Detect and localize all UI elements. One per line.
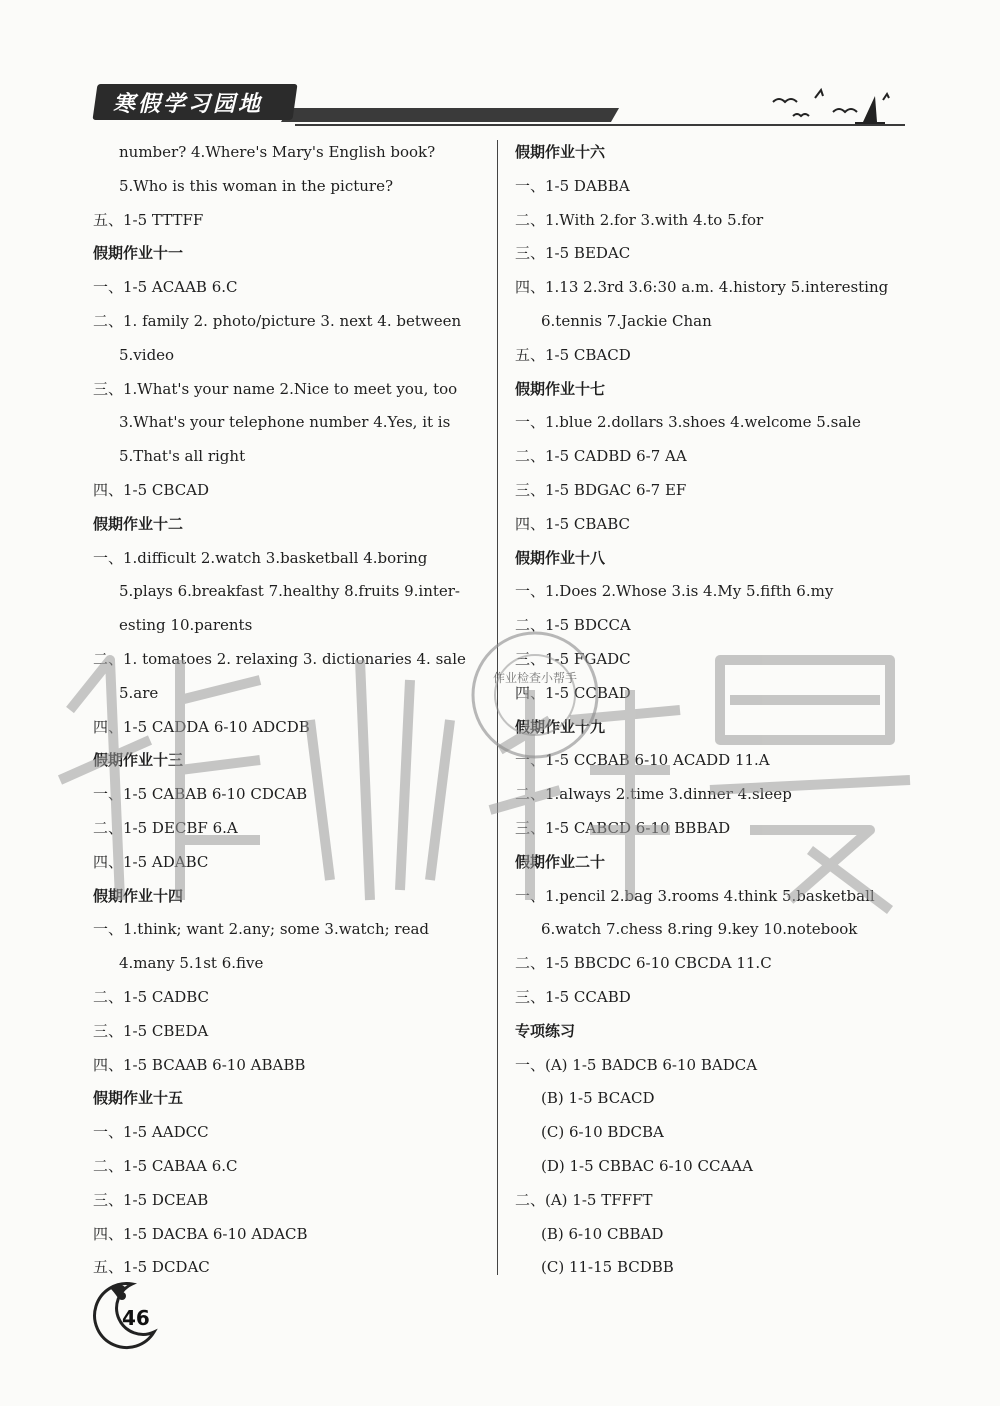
answer-line: 一、1-5 CCBAB 6-10 ACADD 11.A (515, 751, 770, 770)
left-answer-column (93, 136, 493, 1285)
answer-line: 5.plays 6.breakfast 7.healthy 8.fruits 9.inter- (119, 582, 460, 601)
answer-line: 一、1.difficult 2.watch 3.basketball 4.boring (93, 548, 428, 567)
answer-line: 3.What's your telephone number 4.Yes, it is (119, 413, 451, 432)
section-heading: 假期作业十一 (93, 244, 184, 263)
answer-line: 五、1-5 CBACD (515, 345, 631, 364)
answer-line: 二、1-5 BBCDC 6-10 CBCDA 11.C (515, 954, 772, 973)
header-band (281, 108, 619, 122)
section-heading: 专项练习 (515, 1021, 576, 1040)
answer-line: 四、1-5 CADDA 6-10 ADCDB (93, 717, 310, 736)
section-heading: 假期作业十二 (93, 514, 184, 533)
answer-line: 二、1-5 CABAA 6.C (93, 1156, 238, 1175)
column-divider (497, 140, 498, 1275)
answer-line: (C) 6-10 BDCBA (541, 1123, 664, 1142)
answer-line: 四、1-5 BCAAB 6-10 ABABB (93, 1055, 306, 1074)
answer-line: 三、1-5 CCABD (515, 987, 631, 1006)
answer-line: 二、1. family 2. photo/picture 3. next 4. between (93, 311, 462, 330)
birds-sailboat-icon (763, 78, 903, 128)
answer-line: esting 10.parents (119, 616, 253, 635)
section-heading: 假期作业十四 (93, 886, 184, 905)
answer-line: 四、1-5 CCBAD (515, 683, 631, 702)
section-heading: 假期作业二十 (515, 852, 606, 871)
section-heading: 假期作业十六 (515, 143, 606, 161)
answer-line: (C) 11-15 BCDBB (541, 1258, 674, 1277)
section-heading: 假期作业十九 (515, 717, 606, 736)
section-heading: 假期作业十五 (93, 1089, 184, 1108)
answer-line: 三、1-5 FGADC (515, 649, 631, 668)
answer-line: 二、1.With 2.for 3.with 4.to 5.for (515, 210, 764, 229)
page-number: 46 (122, 1306, 150, 1330)
answer-line: 二、1-5 CADBD 6-7 AA (515, 447, 687, 466)
answer-line: 四、1-5 DACBA 6-10 ADACB (93, 1224, 308, 1243)
answer-line: number? 4.Where's Mary's English book? (119, 143, 436, 161)
answer-line: 5.video (119, 345, 175, 364)
answer-line: 一、1-5 ACAAB 6.C (93, 278, 238, 297)
section-heading: 假期作业十八 (515, 548, 606, 567)
answer-line: 一、1-5 AADCC (93, 1123, 209, 1142)
answer-line: (B) 1-5 BCACD (541, 1089, 655, 1108)
answer-line: 4.many 5.1st 6.five (119, 954, 264, 973)
answer-line: 二、(A) 1-5 TFFFT (515, 1190, 653, 1209)
answer-line: 二、1-5 CADBC (93, 987, 210, 1006)
answer-line: 一、1.blue 2.dollars 3.shoes 4.welcome 5.sale (515, 413, 861, 432)
answer-line: 6.watch 7.chess 8.ring 9.key 10.notebook (541, 920, 858, 939)
section-heading: 假期作业十三 (93, 751, 184, 770)
answer-line: 四、1-5 CBCAD (93, 480, 210, 499)
answer-line: 三、1.What's your name 2.Nice to meet you, too (93, 379, 458, 398)
answer-line: 二、1-5 BDCCA (515, 616, 631, 635)
answer-line: 二、1. tomatoes 2. relaxing 3. dictionaries 4. sale (93, 649, 466, 668)
answer-line: 二、1-5 DECBF 6.A (93, 818, 238, 837)
answer-line: 三、1-5 DCEAB (93, 1190, 209, 1209)
answer-line: 四、1-5 CBABC (515, 514, 631, 533)
answer-line: 一、1.pencil 2.bag 3.rooms 4.think 5.basketball (515, 886, 875, 905)
answer-line: (D) 1-5 CBBAC 6-10 CCAAA (541, 1156, 753, 1175)
answer-line: 5.are (119, 683, 159, 702)
answer-line: 二、1.always 2.time 3.dinner 4.sleep (515, 785, 792, 804)
answer-line: 一、(A) 1-5 BADCB 6-10 BADCA (515, 1055, 758, 1074)
answer-line: 一、1.Does 2.Whose 3.is 4.My 5.fifth 6.my (515, 582, 834, 601)
answer-line: 四、1.13 2.3rd 3.6:30 a.m. 4.history 5.interesting (515, 278, 889, 297)
answer-line: (B) 6-10 CBBAD (541, 1224, 664, 1243)
answer-line: 一、1-5 DABBA (515, 176, 630, 195)
answer-line: 5.Who is this woman in the picture? (119, 176, 394, 195)
answer-line: 一、1.think; want 2.any; some 3.watch; read (93, 920, 430, 939)
answer-line: 6.tennis 7.Jackie Chan (541, 311, 712, 330)
answer-line: 三、1-5 BDGAC 6-7 EF (515, 480, 687, 499)
right-answer-column (515, 136, 915, 1285)
section-heading: 假期作业十七 (515, 379, 606, 398)
answer-line: 三、1-5 CBEDA (93, 1021, 209, 1040)
answer-line: 五、1-5 DCDAC (93, 1258, 210, 1277)
stamp-text: 作业检查小帮手 (492, 671, 578, 685)
page-header (95, 78, 905, 128)
answer-line: 五、1-5 TTTFF (93, 210, 204, 229)
header-title: 寒假学习园地 (113, 92, 264, 117)
watermark-text: 作业精灵 (508, 920, 512, 921)
answer-line: 三、1-5 BEDAC (515, 244, 631, 263)
answer-line: 三、1-5 CABCD 6-10 BBBAD (515, 818, 731, 837)
answer-line: 5.That's all right (119, 447, 246, 466)
answer-line: 四、1-5 ADABC (93, 852, 209, 871)
answer-line: 一、1-5 CABAB 6-10 CDCAB (93, 785, 308, 804)
